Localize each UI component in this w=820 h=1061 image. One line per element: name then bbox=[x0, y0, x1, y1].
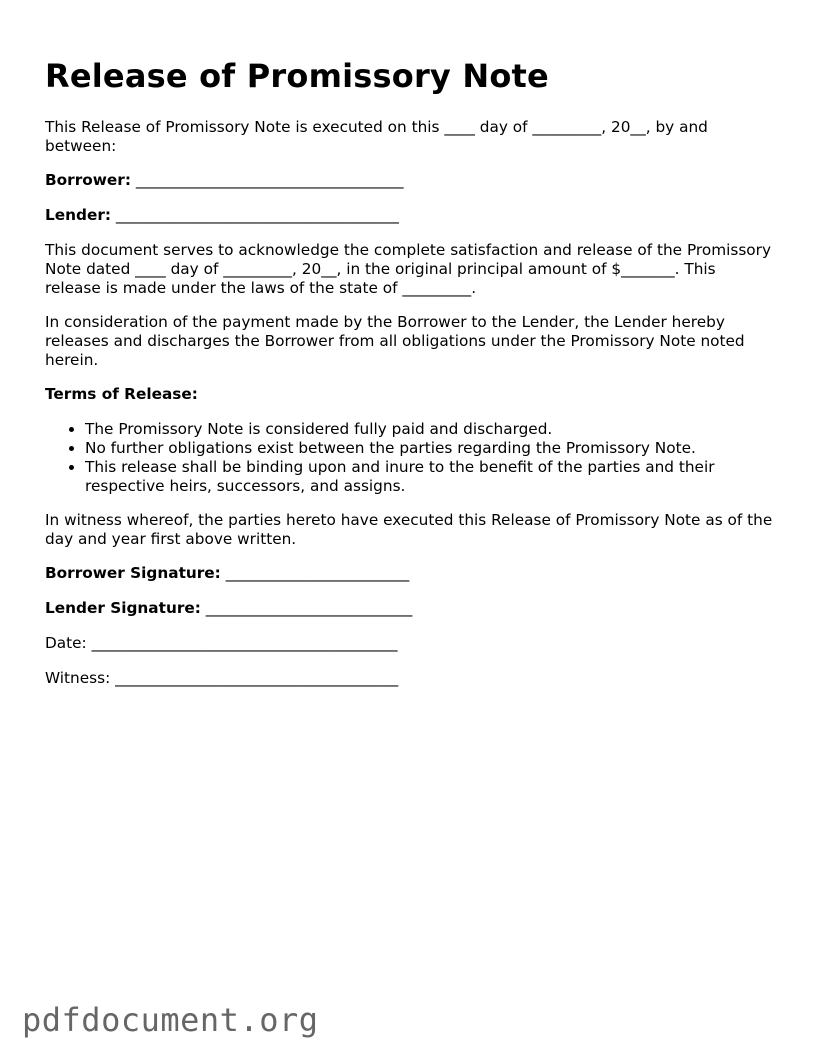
lender-field bbox=[45, 206, 775, 225]
acknowledgement-paragraph: This document serves to acknowledge the complete satisfaction and release of the Promissory Note dated ____ day of _________, 20__, in the original principal amount of $_______. This release is made under the laws of the state of _________. bbox=[45, 241, 771, 297]
borrower-label: Borrower: bbox=[45, 171, 131, 189]
document-title: Release of Promissory Note bbox=[45, 57, 549, 95]
witness-field bbox=[45, 669, 775, 688]
borrower-signature-blank: ________________________ bbox=[225, 564, 410, 582]
witness-blank: _____________________________________ bbox=[115, 669, 399, 687]
lender-signature-blank: ___________________________ bbox=[205, 599, 413, 617]
terms-list-item: • No further obligations exist between the parties regarding the Promissory Note. bbox=[85, 439, 775, 458]
date-label: Date: bbox=[45, 634, 87, 652]
witness-label: Witness: bbox=[45, 669, 111, 687]
terms-heading: Terms of Release: bbox=[45, 385, 198, 403]
site-watermark: pdfdocument.org bbox=[22, 1001, 319, 1039]
consideration-paragraph: In consideration of the payment made by the Borrower to the Lender, the Lender hereby releases and discharges the Borrower from all obligations under the Promissory Note noted herein. bbox=[45, 313, 745, 369]
borrower-field bbox=[45, 171, 775, 190]
terms-list-item: • The Promissory Note is considered fully paid and discharged. bbox=[85, 420, 775, 439]
lender-label: Lender: bbox=[45, 206, 111, 224]
document-page bbox=[45, 56, 775, 704]
witness-whereof-paragraph: In witness whereof, the parties hereto have executed this Release of Promissory Note as of the day and year first above written. bbox=[45, 511, 773, 548]
lender-signature-label: Lender Signature: bbox=[45, 599, 201, 617]
borrower-signature-field bbox=[45, 564, 775, 583]
date-blank: ________________________________________ bbox=[91, 634, 398, 652]
borrower-signature-label: Borrower Signature: bbox=[45, 564, 221, 582]
date-field bbox=[45, 634, 775, 653]
lender-blank: _____________________________________ bbox=[115, 206, 399, 224]
terms-list bbox=[45, 420, 775, 496]
borrower-blank: ___________________________________ bbox=[135, 171, 404, 189]
lender-signature-field bbox=[45, 599, 775, 618]
terms-list-item: • This release shall be binding upon and inure to the benefit of the parties and their respective heirs, successors, and assigns. bbox=[85, 458, 775, 496]
intro-paragraph: This Release of Promissory Note is executed on this ____ day of _________, 20__, by and between: bbox=[45, 118, 708, 155]
